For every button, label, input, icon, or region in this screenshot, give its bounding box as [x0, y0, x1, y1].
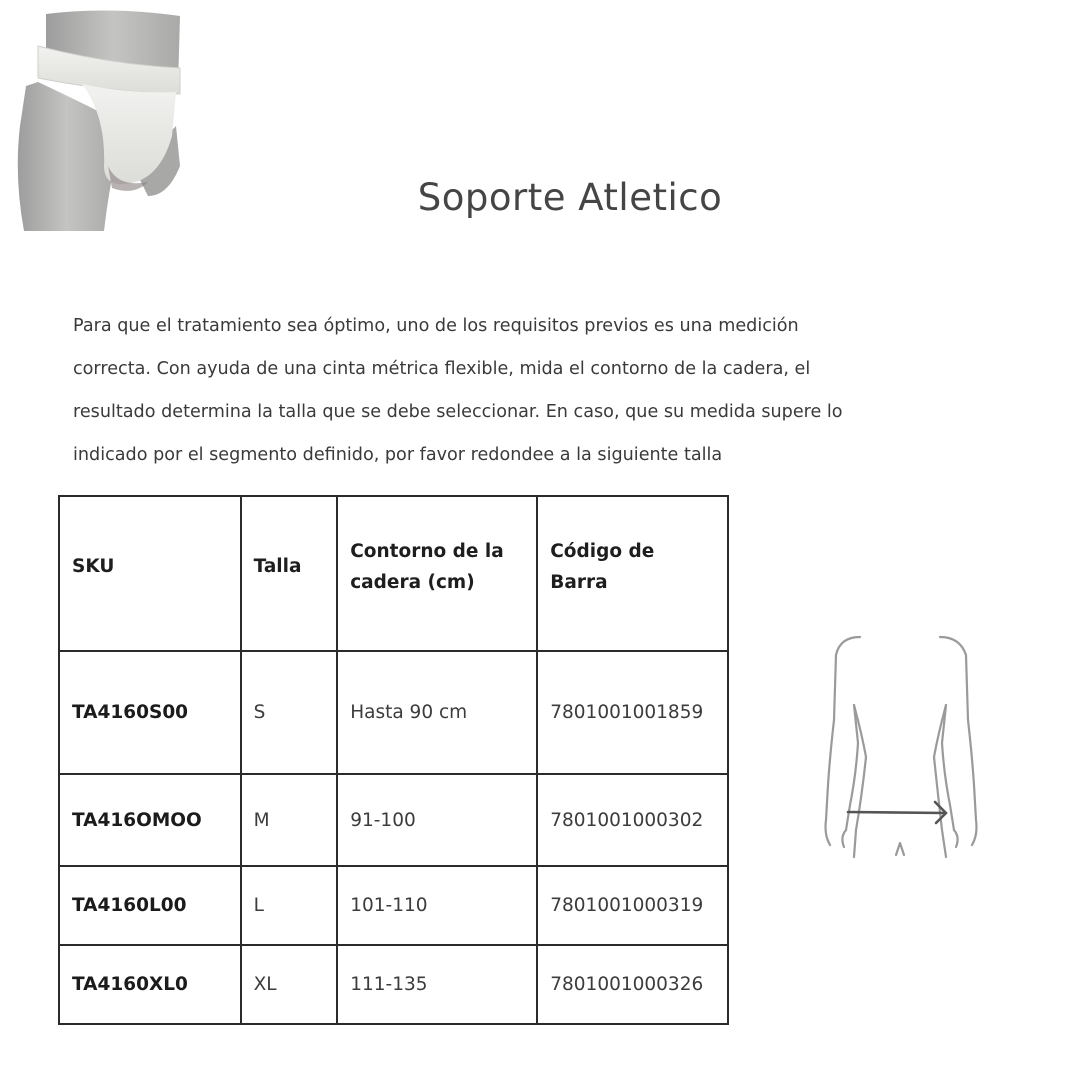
- table-header-row: [59, 496, 728, 651]
- cell-codigo: 7801001001859: [537, 651, 728, 774]
- measurement-arrow-icon: [848, 812, 946, 813]
- page-title: Soporte Atletico: [417, 176, 723, 219]
- intro-paragraph: [73, 305, 1013, 477]
- cell-talla: M: [241, 774, 338, 866]
- cell-sku: TA4160XL0: [59, 945, 241, 1024]
- cell-codigo: 7801001000319: [537, 866, 728, 945]
- cell-talla: L: [241, 866, 338, 945]
- cell-contorno: 111-135: [337, 945, 537, 1024]
- header-codigo-line2: Barra: [550, 571, 608, 593]
- cell-contorno: Hasta 90 cm: [337, 651, 537, 774]
- cell-codigo: 7801001000302: [537, 774, 728, 866]
- table-row: [59, 774, 728, 866]
- intro-line: indicado por el segmento definido, por favor redondee a la siguiente talla: [73, 445, 723, 465]
- header-contorno-line1: Contorno de la: [350, 540, 504, 562]
- header-contorno-line2: cadera (cm): [350, 571, 475, 593]
- cell-sku: TA416OMOO: [59, 774, 241, 866]
- size-table: [58, 495, 729, 1025]
- cell-talla: S: [241, 651, 338, 774]
- intro-line: Para que el tratamiento sea óptimo, uno de los requisitos previos es una medición: [73, 316, 799, 336]
- header-codigo-line1: Código de: [550, 540, 655, 562]
- cell-sku: TA4160S00: [59, 651, 241, 774]
- header-codigo: [537, 496, 728, 651]
- table-row: [59, 866, 728, 945]
- header-contorno: [337, 496, 537, 651]
- intro-line: resultado determina la talla que se debe seleccionar. En caso, que su medida supere lo: [73, 402, 843, 422]
- cell-contorno: 91-100: [337, 774, 537, 866]
- hip-measurement-diagram: [800, 625, 990, 865]
- table-row: [59, 945, 728, 1024]
- intro-line: correcta. Con ayuda de una cinta métrica flexible, mida el contorno de la cadera, el: [73, 359, 811, 379]
- table-row: [59, 651, 728, 774]
- header-talla: Talla: [241, 496, 338, 651]
- cell-talla: XL: [241, 945, 338, 1024]
- header-sku: SKU: [59, 496, 241, 651]
- cell-codigo: 7801001000326: [537, 945, 728, 1024]
- cell-contorno: 101-110: [337, 866, 537, 945]
- cell-sku: TA4160L00: [59, 866, 241, 945]
